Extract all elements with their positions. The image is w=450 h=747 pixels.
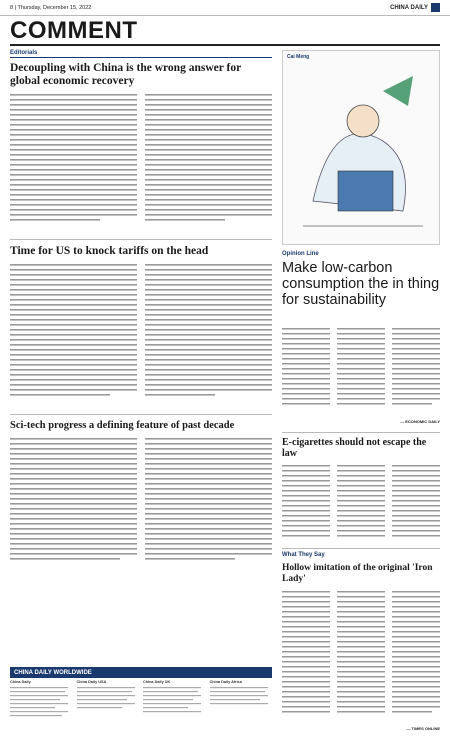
editorial-headline-3: Sci-tech progress a defining feature of past decade [10, 420, 235, 431]
text-block [10, 94, 137, 234]
text-block [145, 264, 272, 409]
editorial-body-1 [10, 94, 272, 234]
china-daily-logo-icon [431, 3, 440, 12]
opinion-headline: Make low-carbon consumption the in thing for sustainability [282, 260, 440, 308]
editorial-body-3 [10, 438, 272, 573]
cartoon-illustration-icon [283, 51, 440, 245]
office-text [143, 684, 205, 734]
editorial-headline-1: Decoupling with China is the wrong answer for global economic recovery [10, 62, 241, 87]
opinion-label: Opinion Line [282, 251, 319, 257]
brand-label: CHINA DAILY [390, 3, 440, 12]
text-block [282, 328, 440, 428]
opinion-column [282, 50, 440, 314]
masthead [10, 16, 440, 46]
what-they-say-headline: Hollow imitation of the original 'Iron Lady' [282, 563, 433, 584]
office-china: China Daily [10, 680, 73, 740]
what-they-say-byline: — TIMES ONLINE [406, 726, 440, 731]
ecig-article [282, 432, 440, 565]
text-block [10, 264, 137, 409]
page-date: 8 | Thursday, December 15, 2022 [10, 4, 92, 11]
office-uk: China Daily UK [143, 680, 206, 740]
editorials-label: Editorials [10, 50, 272, 58]
section-title: COMMENT [10, 17, 138, 44]
what-they-say-article [282, 548, 440, 731]
what-they-say-label: What They Say [282, 552, 325, 558]
editorial-body-2 [10, 264, 272, 409]
editorials-column [10, 50, 272, 573]
opinion-byline: — ECONOMIC DAILY [400, 419, 440, 424]
cartoon-credit: Cai Meng [287, 54, 310, 60]
text-block [282, 465, 440, 560]
office-text [210, 684, 272, 734]
office-text [10, 684, 72, 734]
text-block [10, 438, 137, 573]
editorial-headline-2: Time for US to knock tariffs on the head [10, 245, 209, 257]
editorial-cartoon [282, 50, 440, 245]
text-block [282, 591, 440, 731]
ecig-headline: E-cigarettes should not escape the law [282, 437, 427, 459]
text-block [145, 94, 272, 234]
page-header [0, 0, 450, 16]
text-block [145, 438, 272, 573]
opinion-body [282, 328, 440, 428]
office-text [77, 684, 139, 734]
office-usa: China Daily USA [77, 680, 140, 740]
worldwide-offices [10, 680, 272, 740]
worldwide-bar: CHINA DAILY WORLDWIDE [10, 667, 272, 678]
office-africa: China Daily Africa [210, 680, 273, 740]
